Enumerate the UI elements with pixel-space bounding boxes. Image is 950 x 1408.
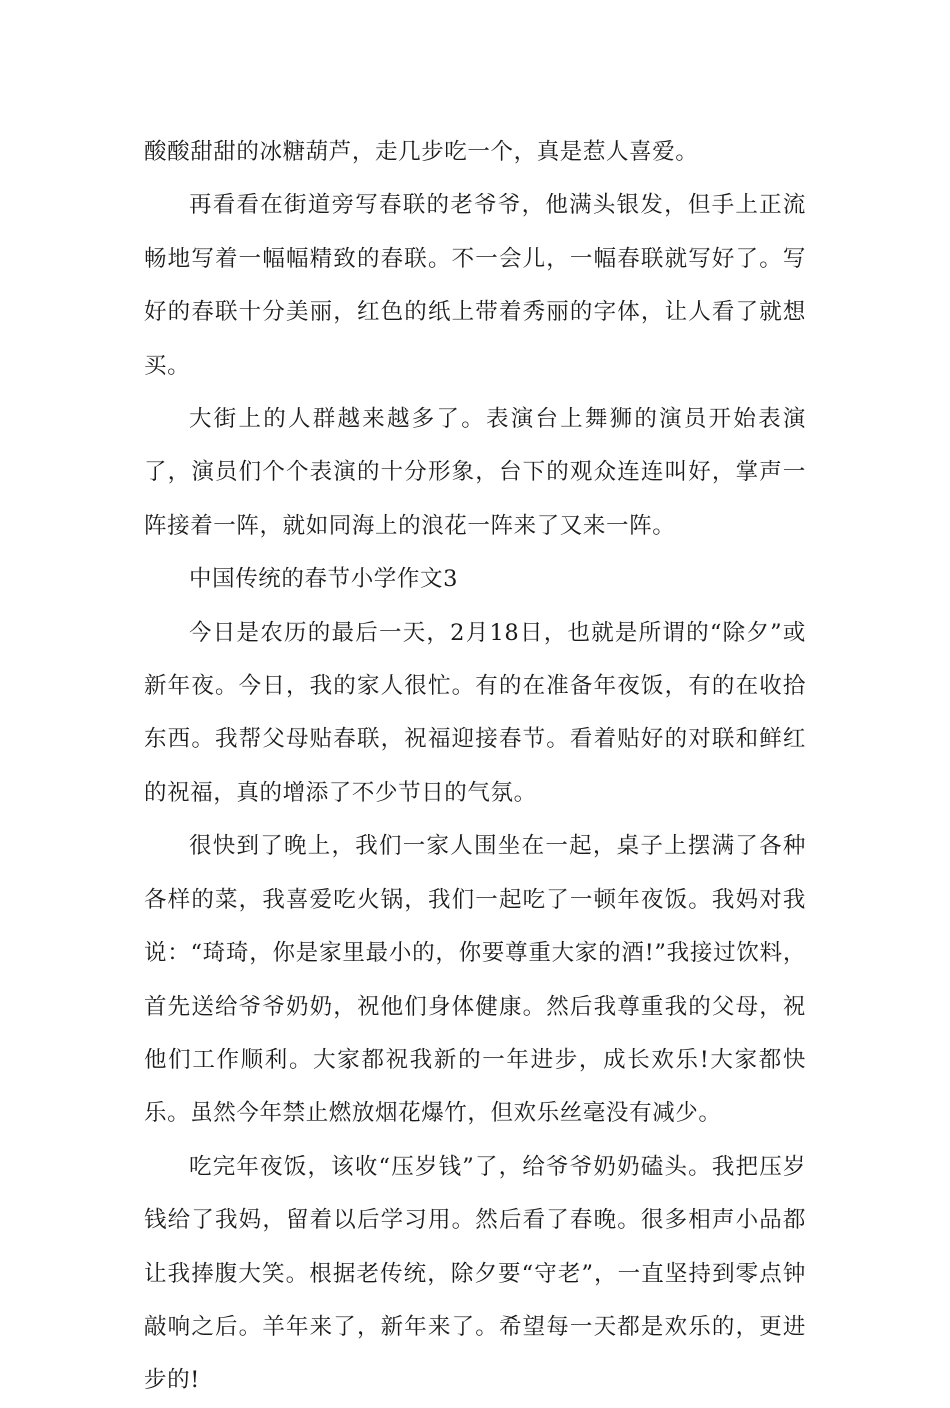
essay-heading: 中国传统的春节小学作文3 — [189, 566, 459, 593]
paragraph-continuation: 酸酸甜甜的冰糖葫芦，走几步吃一个，真是惹人喜爱。 — [144, 139, 699, 165]
paragraph-new-year-eve: 今日是农历的最后一天，2月18日，也就是所谓的“除夕”或新年夜。今日，我的家人很忙。有的在准备年夜饭，有的在收拾东西。我帮父母贴春联，祝福迎接春节。看着贴好的对联和鲜红的祝福，真的增添了不少节日的气氛。 — [144, 619, 806, 806]
paragraph-lucky-money: 吃完年夜饭，该收“压岁钱”了，给爷爷奶奶磕头。我把压岁钱给了我妈，留着以后学习用。然后看了春晚。很多相声小品都让我捧腹大笑。根据老传统，除夕要“守老”，一直坚持到零点钟敲响之后。羊年来了，新年来了。希望每一天都是欢乐的，更进步的! — [144, 1153, 806, 1394]
essay-body — [144, 126, 806, 1408]
paragraph-spring-couplets: 再看看在街道旁写春联的老爷爷，他满头银发，但手上正流畅地写着一幅幅精致的春联。不一会儿，一幅春联就写好了。写好的春联十分美丽，红色的纸上带着秀丽的字体，让人看了就想买。 — [144, 192, 806, 379]
paragraph-lion-dance: 大街上的人群越来越多了。表演台上舞狮的演员开始表演了，演员们个个表演的十分形象，台下的观众连连叫好，掌声一阵接着一阵，就如同海上的浪花一阵来了又来一阵。 — [144, 406, 806, 539]
paragraph-family-dinner: 很快到了晚上，我们一家人围坐在一起，桌子上摆满了各种各样的菜，我喜爱吃火锅，我们一起吃了一顿年夜饭。我妈对我说：“琦琦，你是家里最小的，你要尊重大家的酒!”我接过饮料，首先送给爷爷奶奶，祝他们身体健康。然后我尊重我的父母，祝他们工作顺利。大家都祝我新的一年进步，成长欢乐!大家都快乐。虽然今年禁止燃放烟花爆竹，但欢乐丝毫没有减少。 — [144, 833, 806, 1127]
